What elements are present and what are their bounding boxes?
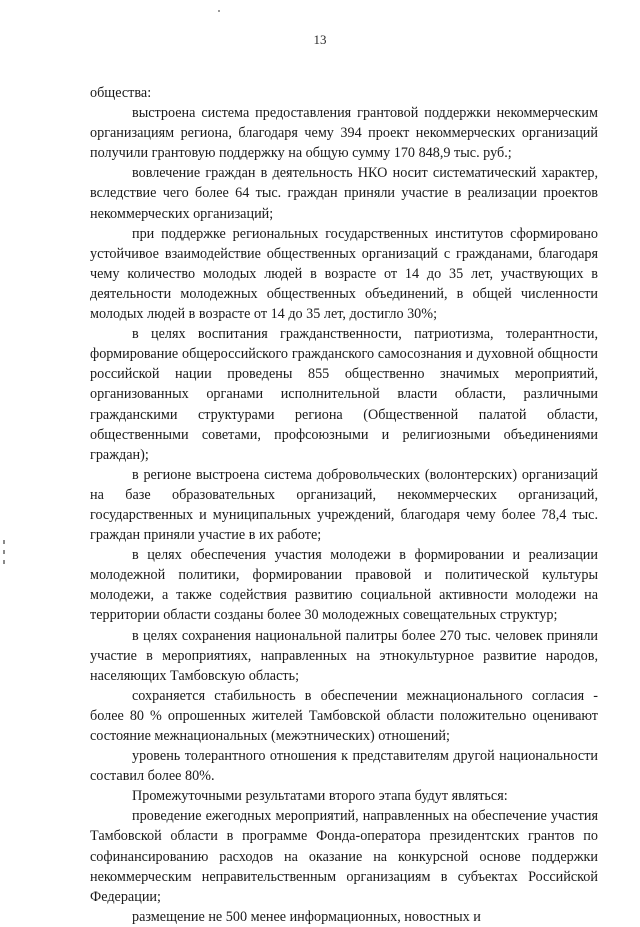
scan-margin-marks [3, 540, 6, 580]
paragraph: в целях обеспечения участия молодежи в формировании и реализации молодежной политики, формировании правовой и политической культуры молодежи, а также содействия развитию социальной активности молодежи на территории области созданы более 30 молодежных совещательных структур; [90, 547, 598, 624]
paragraph: сохраняется стабильность в обеспечении межнационального согласия - более 80 % опрошенных жителей Тамбовской области положительно оценивают состояние межнациональных (межэтнических) отношений; [90, 687, 598, 744]
scan-mark [218, 10, 220, 12]
paragraph: проведение ежегодных мероприятий, направленных на обеспечение участия Тамбовской области в программе Фонда-оператора президентских грантов по софинансированию расходов на оказание на конкурсной основе поддержки некоммерческим неправительственным организациям в субъектах Российской Федерации; [90, 808, 598, 905]
paragraph: Промежуточными результатами второго этапа будут являться: [132, 788, 508, 805]
paragraph: в регионе выстроена система добровольческих (волонтерских) организаций на базе образовательных организаций, некоммерческих организаций, государственных и муниципальных учреждений, благодаря чему более 78,4 тыс. граждан приняли участие в их работе; [90, 466, 598, 544]
paragraph: при поддержке региональных государственных институтов сформировано устойчивое взаимодействие общественных организаций с гражданами, благодаря чему количество молодых людей в возрасте от 14 до 35 лет, участвующих в деятельности молодежных общественных объединений, в общей численности молодых людей в возрасте от 14 до 35 лет, достигло 30%; [90, 225, 598, 323]
paragraph: общества: [90, 85, 152, 101]
scan-mark [3, 560, 5, 564]
scan-mark [3, 550, 5, 554]
document-body [90, 83, 598, 927]
scan-mark [3, 540, 5, 544]
paragraph: в целях сохранения национальной палитры более 270 тыс. человек приняли участие в мероприятиях, направленных на этнокультурное развитие народов, населяющих Тамбовскую область; [90, 627, 598, 684]
paragraph: в целях воспитания гражданственности, патриотизма, толерантности, формирование общероссийского гражданского самосознания и духовной общности российской нации проведены 855 общественно значимых мероприятий, организованных органами исполнительной власти области, различными гражданскими структурами региона (Общественной палатой области, общественными советами, профсоюзными и религиозными объединениями граждан); [90, 326, 598, 463]
page-number: 13 [313, 32, 327, 47]
paragraph: уровень толерантного отношения к представителям другой национальности составил более 80%. [90, 748, 598, 785]
paragraph: размещение не 500 менее информационных, новостных и [132, 908, 481, 925]
paragraph: выстроена система предоставления грантовой поддержки некоммерческим организациям региона, благодаря чему 394 проект некоммерческих организаций получили грантовую поддержку на общую сумму 170 848,9 тыс. руб.; [90, 105, 598, 162]
paragraph: вовлечение граждан в деятельность НКО носит систематический характер, вследствие чего более 64 тыс. граждан приняли участие в реализации проектов некоммерческих организаций; [90, 165, 598, 222]
